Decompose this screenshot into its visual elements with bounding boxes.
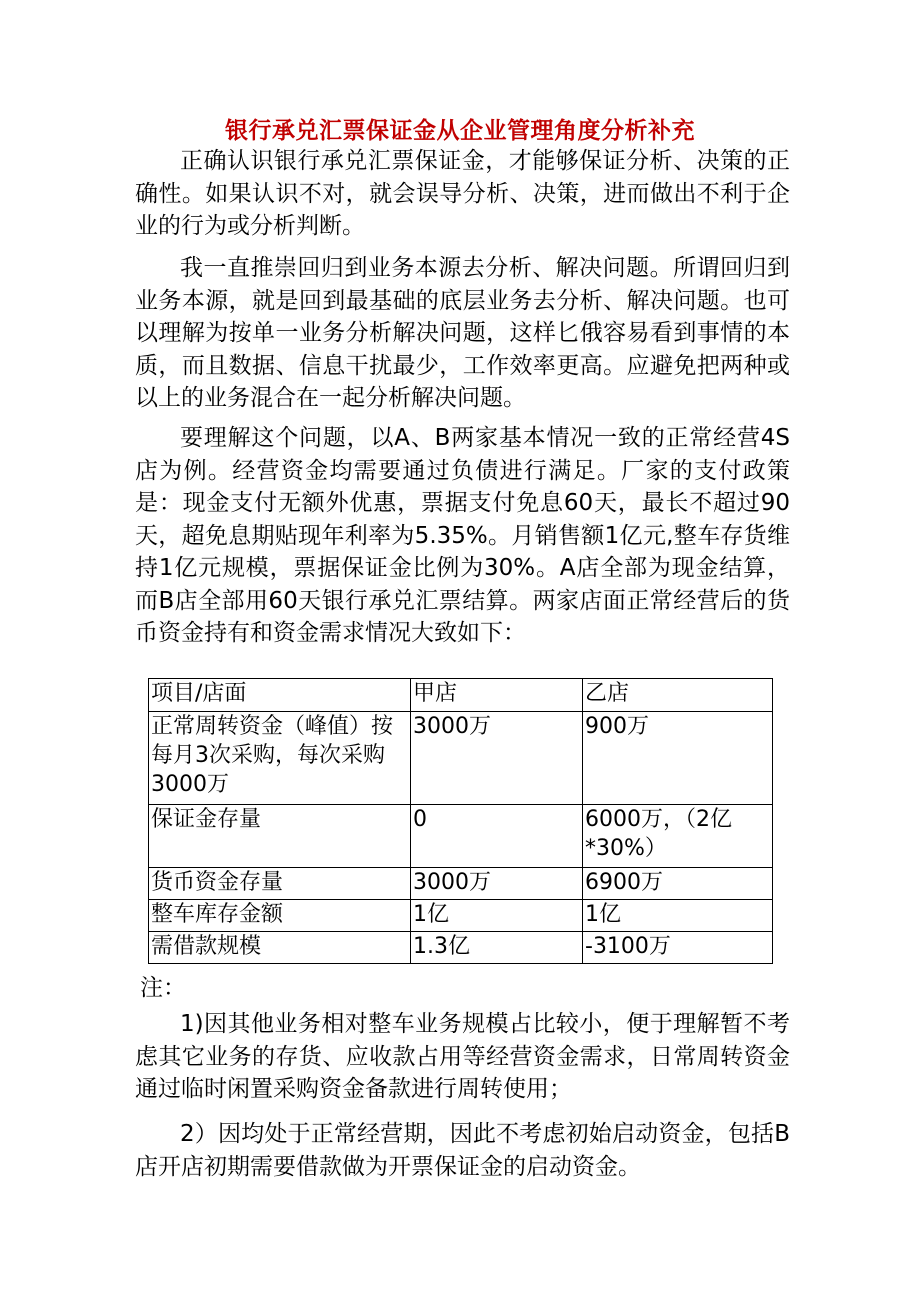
document-title: 银行承兑汇票保证金从企业管理角度分析补充	[225, 118, 695, 144]
comparison-table	[148, 678, 773, 964]
note-1: 1)因其他业务相对整车业务规模占比较小，便于理解暂不考虑其它业务的存货、应收款占用等经营资金需求，日常周转资金通过临时闲置采购资金备款进行周转使用；	[135, 1011, 790, 1102]
table-header-row	[149, 679, 773, 712]
table-cell: 0	[411, 805, 583, 868]
table-cell: 需借款规模	[149, 932, 411, 964]
table-cell: 正常周转资金（峰值）按每月3次采购，每次采购3000万	[149, 712, 411, 805]
table-header-cell: 项目/店面	[149, 679, 411, 712]
table-row	[149, 805, 773, 868]
table-cell: 货币资金存量	[149, 868, 411, 900]
note-label: 注：	[140, 975, 186, 1001]
table-cell: 900万	[583, 712, 773, 805]
table-cell: -3100万	[583, 932, 773, 964]
table-row	[149, 932, 773, 964]
paragraph-2: 我一直推崇回归到业务本源去分析、解决问题。所谓回归到业务本源，就是回到最基础的底层业务去分析、解决问题。也可以理解为按单一业务分析解决问题，这样匕俄容易看到事情的本质，而且数据、信息干扰最少，工作效率更高。应避免把两种或以上的业务混合在一起分析解决问题。	[135, 255, 790, 411]
table-row	[149, 712, 773, 805]
table-header-cell: 乙店	[583, 679, 773, 712]
table-cell: 6000万，（2亿*30%）	[583, 805, 773, 868]
table-row	[149, 900, 773, 932]
table-cell: 保证金存量	[149, 805, 411, 868]
table-cell: 3000万	[411, 712, 583, 805]
table-cell: 整车库存金额	[149, 900, 411, 932]
table-cell: 1亿	[583, 900, 773, 932]
note-2: 2）因均处于正常经营期，因此不考虑初始启动资金，包括B店开店初期需要借款做为开票保证金的启动资金。	[135, 1121, 790, 1180]
table-cell: 1亿	[411, 900, 583, 932]
paragraph-1: 正确认识银行承兑汇票保证金，才能够保证分析、决策的正确性。如果认识不对，就会误导分析、决策，进而做出不利于企业的行为或分析判断。	[135, 148, 790, 239]
table-header-cell: 甲店	[411, 679, 583, 712]
paragraph-3: 要理解这个问题，以A、B两家基本情况一致的正常经营4S店为例。经营资金均需要通过负债进行满足。厂家的支付政策是：现金支付无额外优惠，票据支付免息60天，最长不超过90天，超免息期贴现年利率为5.35%。月销售额1亿元,整车存货维持1亿元规模，票据保证金比例为30%。A店全部为现金结算，而B店全部用60天银行承兑汇票结算。两家店面正常经营后的货币资金持有和资金需求情况大致如下：	[135, 425, 790, 646]
table-row	[149, 868, 773, 900]
table-cell: 1.3亿	[411, 932, 583, 964]
table-cell: 6900万	[583, 868, 773, 900]
table-cell: 3000万	[411, 868, 583, 900]
